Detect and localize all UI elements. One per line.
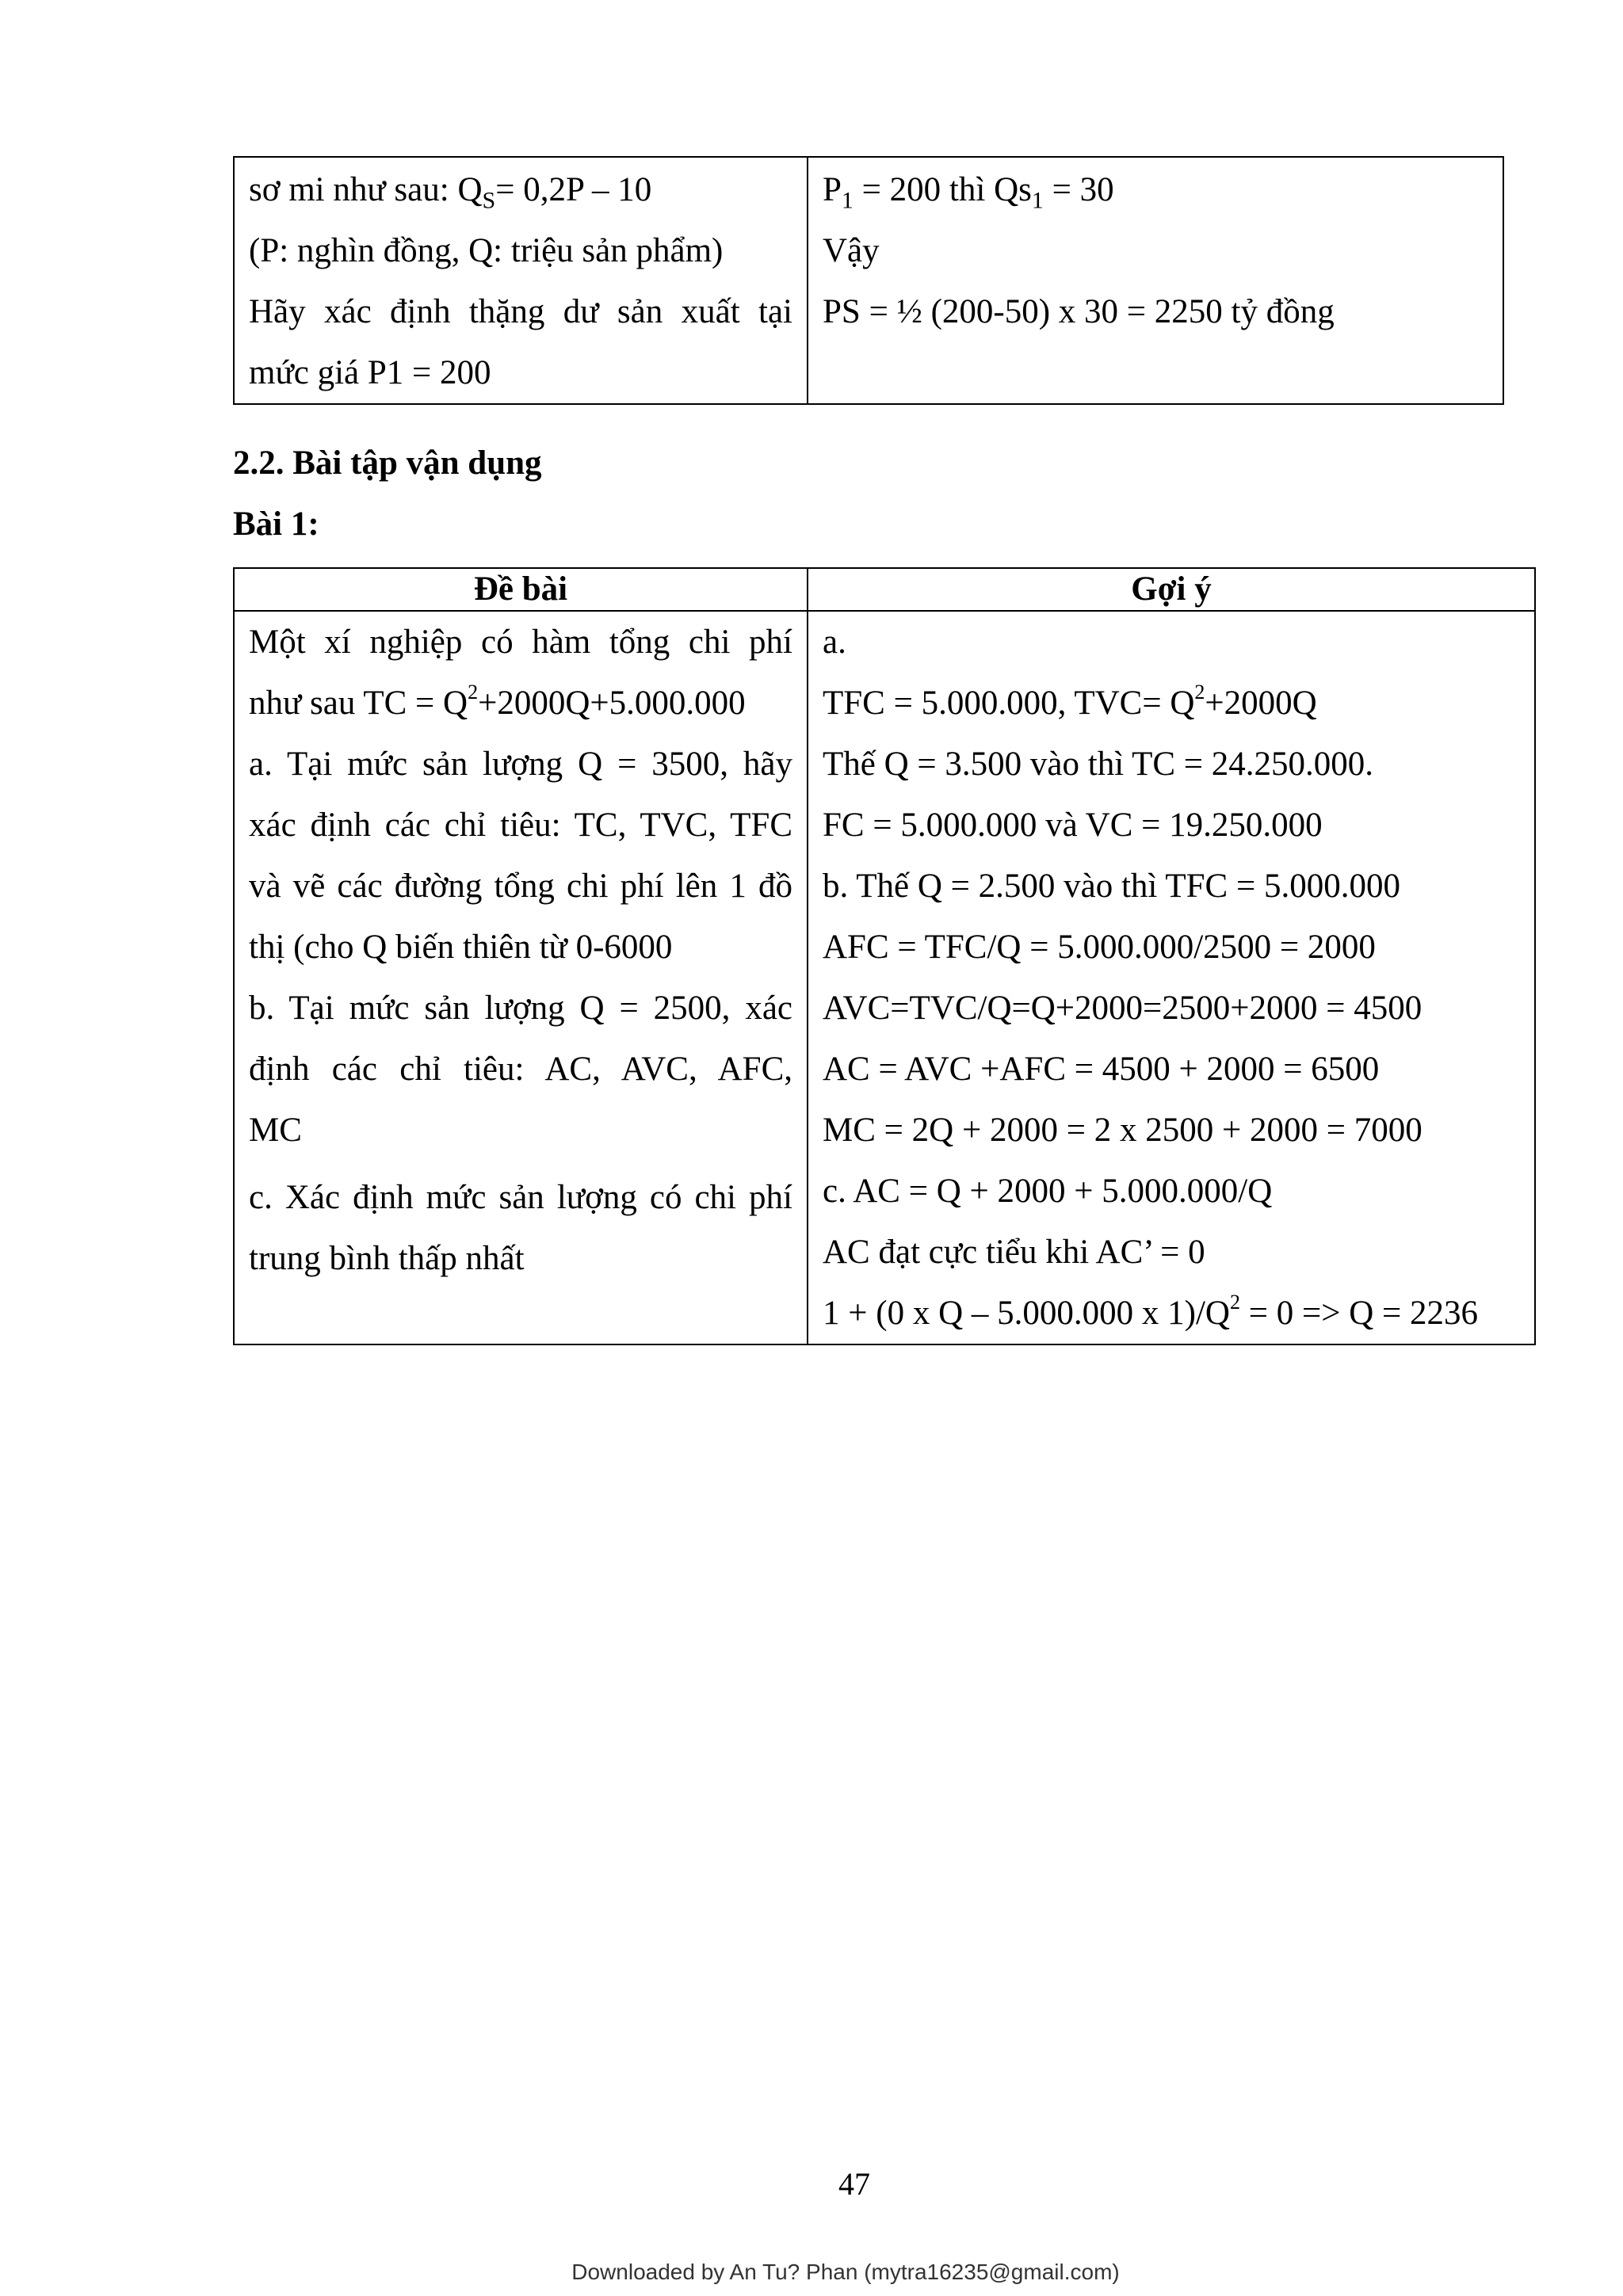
text-line: trung bình thấp nhất xyxy=(249,1240,525,1277)
text-line xyxy=(249,673,792,734)
text-line xyxy=(823,159,1488,220)
text-line: mức giá P1 = 200 xyxy=(249,354,491,391)
subscript: 1 xyxy=(1031,187,1044,214)
text-line: Một xí nghiệp có hàm tổng chi phí xyxy=(249,624,792,661)
text-line: thị (cho Q biến thiên từ 0-6000 xyxy=(249,929,673,966)
text-fragment: P xyxy=(823,171,842,208)
column-header-problem: Đề bài xyxy=(234,568,808,611)
text-line xyxy=(823,1283,1520,1344)
table-row xyxy=(234,157,1503,404)
text-line: FC = 5.000.000 và VC = 19.250.000 xyxy=(823,807,1323,844)
text-line: Thế Q = 3.500 vào thì TC = 24.250.000. xyxy=(823,746,1374,783)
text-line: MC = 2Q + 2000 = 2 x 2500 + 2000 = 7000 xyxy=(823,1112,1423,1149)
text-line: AFC = TFC/Q = 5.000.000/2500 = 2000 xyxy=(823,929,1376,966)
text-fragment: như sau TC = Q xyxy=(249,685,468,722)
problem-cell xyxy=(234,157,808,404)
text-line: c. Xác định mức sản lượng có chi phí xyxy=(249,1179,792,1216)
download-footer: Downloaded by An Tu? Phan (mytra16235@gmail.com) xyxy=(571,2260,1120,2284)
table-header-row xyxy=(234,568,1535,611)
previous-exercise-table xyxy=(233,156,1504,405)
text-line: PS = ½ (200-50) x 30 = 2250 tỷ đồng xyxy=(823,293,1335,330)
text-line: AC đạt cực tiểu khi AC’ = 0 xyxy=(823,1234,1205,1271)
section-heading: 2.2. Bài tập vận dụng xyxy=(233,444,542,482)
text-fragment: +2000Q xyxy=(1205,685,1317,722)
hint-cell xyxy=(808,611,1535,1344)
superscript: 2 xyxy=(1229,1290,1240,1314)
text-line: Hãy xác định thặng dư sản xuất tại xyxy=(249,293,792,330)
table-row xyxy=(234,611,1535,1344)
text-fragment: sơ mi như sau: Q xyxy=(249,171,483,208)
text-line: Vậy xyxy=(823,232,880,269)
text-line: a. xyxy=(823,624,846,661)
subscript: S xyxy=(482,187,496,214)
text-line: a. Tại mức sản lượng Q = 3500, hãy xyxy=(249,746,792,783)
text-line xyxy=(823,673,1520,734)
text-fragment: TFC = 5.000.000, TVC= Q xyxy=(823,685,1195,722)
text-line: AC = AVC +AFC = 4500 + 2000 = 6500 xyxy=(823,1051,1380,1088)
text-line: c. AC = Q + 2000 + 5.000.000/Q xyxy=(823,1173,1273,1210)
column-header-hint: Gợi ý xyxy=(808,568,1535,611)
text-line: MC xyxy=(249,1112,302,1149)
subscript: 1 xyxy=(841,187,854,214)
superscript: 2 xyxy=(1194,680,1205,704)
text-fragment: +2000Q+5.000.000 xyxy=(478,685,746,722)
text-line: (P: nghìn đồng, Q: triệu sản phẩm) xyxy=(249,232,724,269)
text-line: định các chỉ tiêu: AC, AVC, AFC, xyxy=(249,1051,792,1088)
text-fragment: 1 + (0 x Q – 5.000.000 x 1)/Q xyxy=(823,1295,1230,1332)
text-line: b. Tại mức sản lượng Q = 2500, xác xyxy=(249,990,792,1027)
text-fragment: = 200 thì Qs xyxy=(853,171,1032,208)
text-line: AVC=TVC/Q=Q+2000=2500+2000 = 4500 xyxy=(823,990,1423,1027)
page-number: 47 xyxy=(838,2166,870,2202)
problem-cell xyxy=(234,611,808,1344)
text-line: và vẽ các đường tổng chi phí lên 1 đồ xyxy=(249,868,792,905)
text-fragment: = 30 xyxy=(1043,171,1114,208)
solution-cell xyxy=(808,157,1503,404)
text-line: xác định các chỉ tiêu: TC, TVC, TFC xyxy=(249,807,792,844)
text-line xyxy=(249,159,792,220)
text-line: b. Thế Q = 2.500 vào thì TFC = 5.000.000 xyxy=(823,868,1400,905)
exercise-heading: Bài 1: xyxy=(233,505,319,543)
superscript: 2 xyxy=(468,680,479,704)
text-fragment: = 0 => Q = 2236 xyxy=(1239,1295,1479,1332)
text-fragment: = 0,2P – 10 xyxy=(495,171,652,208)
exercise-table xyxy=(233,567,1536,1345)
